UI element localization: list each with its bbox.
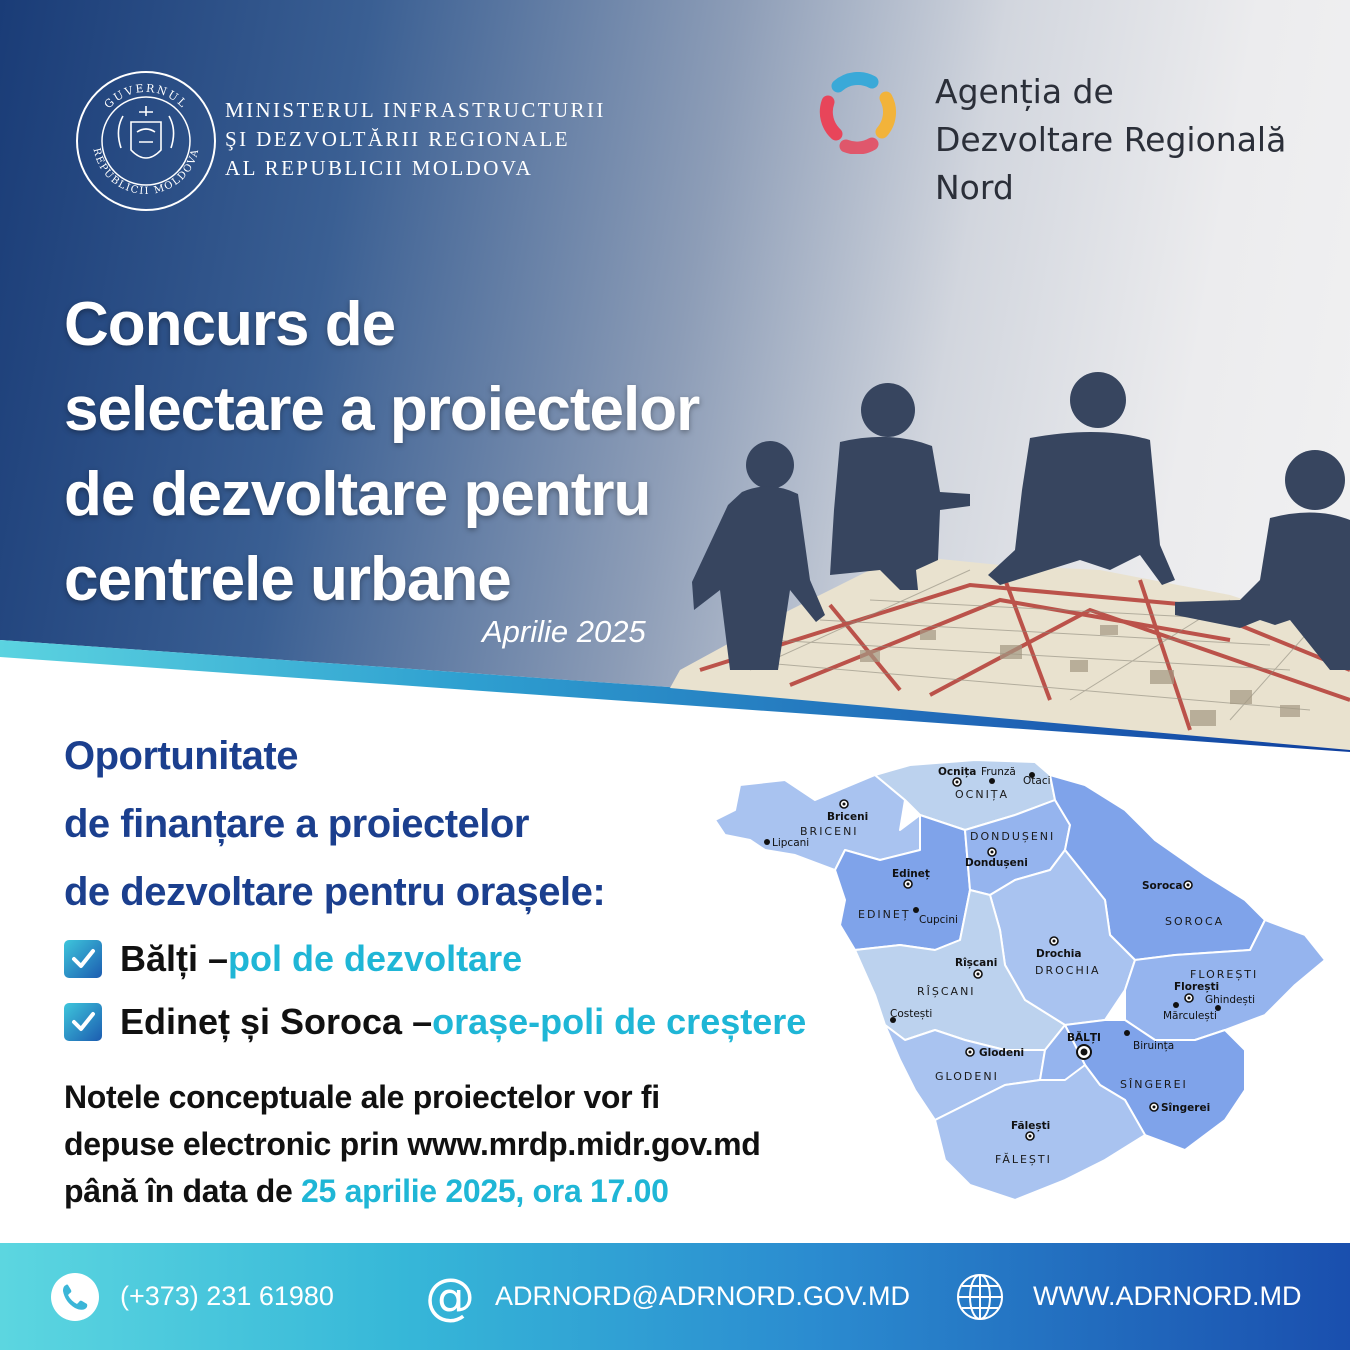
notes-line bbox=[64, 1168, 761, 1215]
globe-icon bbox=[955, 1272, 1005, 1322]
svg-text:REPUBLICII MOLDOVA: REPUBLICII MOLDOVA bbox=[90, 147, 202, 198]
city-item-edinet-soroca bbox=[64, 1001, 806, 1043]
title-line: centrele urbane bbox=[64, 545, 511, 614]
opportunity-line: Oportunitate bbox=[64, 734, 298, 778]
town-label-floresti: Florești bbox=[1174, 981, 1220, 993]
agency-logo-icon bbox=[816, 72, 898, 154]
region-label-briceni: BRICENI bbox=[800, 825, 859, 838]
town-label-biruinta: Biruința bbox=[1133, 1040, 1175, 1052]
agency-name bbox=[935, 68, 1286, 212]
region-label-riscani: RÎȘCANI bbox=[917, 985, 976, 998]
region-label-falesti: FĂLEȘTI bbox=[995, 1153, 1052, 1166]
notes-deadline-prefix: până în data de bbox=[64, 1173, 302, 1209]
town-label-costesti: Costești bbox=[890, 1008, 933, 1020]
phone-contact[interactable] bbox=[50, 1243, 334, 1350]
town-label-soroca: Soroca bbox=[1142, 880, 1183, 892]
region-label-drochia: DROCHIA bbox=[1035, 964, 1101, 977]
ministry-name-line: AL REPUBLICII MOLDOVA bbox=[225, 156, 534, 180]
contact-footer bbox=[0, 1243, 1350, 1350]
north-region-map bbox=[705, 740, 1335, 1220]
notes-line: Notele conceptuale ale proiectelor vor fi bbox=[64, 1079, 660, 1115]
agency-name-line: Dezvoltare Regională bbox=[935, 120, 1287, 159]
notes-line: depuse electronic prin www.mrdp.midr.gov.md bbox=[64, 1126, 761, 1162]
email-address: ADRNORD@ADRNORD.GOV.MD bbox=[495, 1281, 910, 1311]
town-label-lipcani: Lipcani bbox=[772, 837, 810, 849]
website-contact[interactable] bbox=[955, 1243, 1301, 1350]
at-sign-icon: @ bbox=[425, 1267, 475, 1326]
agency-name-line: Nord bbox=[935, 168, 1014, 207]
title-line: de dezvoltare pentru bbox=[64, 460, 651, 529]
meeting-illustration bbox=[670, 370, 1350, 750]
town-label-marculesti: Mărculești bbox=[1163, 1010, 1217, 1022]
town-label-singerei: Sîngerei bbox=[1161, 1102, 1211, 1114]
town-label-frunza: Frunză bbox=[981, 766, 1016, 778]
svg-text:GUVERNUL: GUVERNUL bbox=[101, 81, 191, 112]
opportunity-line: de finanțare a proiectelor bbox=[64, 802, 529, 846]
title-date: Aprilie 2025 bbox=[482, 614, 646, 649]
ministry-name-line: MINISTERUL INFRASTRUCTURII bbox=[225, 98, 606, 122]
region-label-ocnita: OCNIȚA bbox=[955, 788, 1010, 801]
town-label-riscani: Rîșcani bbox=[955, 957, 998, 969]
region-label-glodeni: GLODENI bbox=[935, 1070, 999, 1083]
phone-number: (+373) 231 61980 bbox=[120, 1281, 334, 1311]
title-line: selectare a proiectelor bbox=[64, 375, 700, 444]
town-label-donduseni: Dondușeni bbox=[965, 857, 1028, 869]
email-contact[interactable] bbox=[425, 1243, 910, 1350]
city-item-name: Edineț și Soroca – bbox=[120, 1001, 433, 1042]
town-label-otaci: Otaci bbox=[1023, 775, 1051, 787]
city-item-name: Bălți – bbox=[120, 938, 229, 979]
town-label-balti: BĂLȚI bbox=[1067, 1032, 1101, 1044]
region-label-donduseni: DONDUȘENI bbox=[970, 830, 1056, 843]
town-label-glodeni: Glodeni bbox=[979, 1047, 1025, 1059]
town-label-drochia: Drochia bbox=[1036, 948, 1082, 960]
notes-deadline: 25 aprilie 2025, ora 17.00 bbox=[301, 1173, 669, 1209]
phone-icon bbox=[50, 1272, 100, 1322]
town-label-ocnita: Ocnița bbox=[938, 766, 977, 778]
opportunity-line: de dezvoltare pentru orașele: bbox=[64, 870, 606, 914]
town-label-cupcini: Cupcini bbox=[919, 914, 958, 926]
town-label-briceni: Briceni bbox=[827, 811, 869, 823]
website-url: WWW.ADRNORD.MD bbox=[1033, 1281, 1302, 1311]
region-label-edinet: EDINEȚ bbox=[858, 908, 911, 921]
checkbox-checked-icon bbox=[64, 940, 102, 978]
agency-name-line: Agenția de bbox=[935, 72, 1114, 111]
submission-notes bbox=[64, 1074, 761, 1215]
opportunity-heading bbox=[64, 722, 605, 926]
ministry-emblem-icon bbox=[75, 70, 217, 212]
town-label-falesti: Fălești bbox=[1011, 1120, 1051, 1132]
region-label-soroca: SOROCA bbox=[1165, 915, 1225, 928]
ministry-name bbox=[225, 96, 606, 183]
region-label-floresti: FLOREȘTI bbox=[1190, 968, 1259, 981]
map-region-briceni bbox=[715, 775, 920, 870]
city-item-role: pol de dezvoltare bbox=[228, 938, 523, 979]
town-label-ghindesti: Ghindești bbox=[1205, 994, 1255, 1006]
checkbox-checked-icon bbox=[64, 1003, 102, 1041]
city-item-balti bbox=[64, 938, 522, 980]
title-line: Concurs de bbox=[64, 290, 396, 359]
region-label-singerei: SÎNGEREI bbox=[1120, 1078, 1188, 1091]
town-label-edinet: Edineț bbox=[892, 868, 930, 880]
city-item-role: orașe-poli de creștere bbox=[432, 1001, 807, 1042]
page-title bbox=[64, 282, 699, 622]
ministry-name-line: ŞI DEZVOLTĂRII REGIONALE bbox=[225, 127, 570, 151]
